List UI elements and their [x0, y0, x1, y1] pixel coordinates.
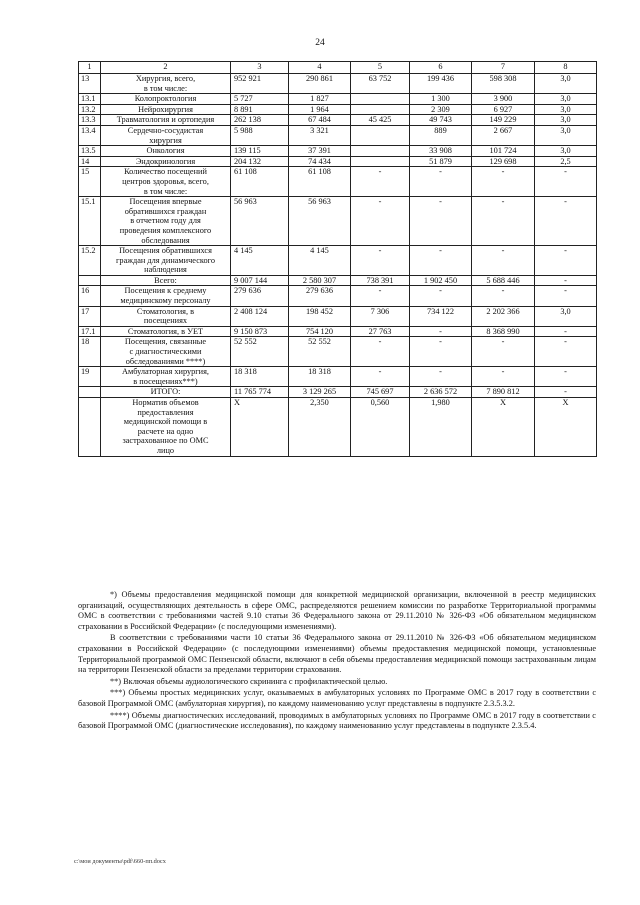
value-cell: 3 321 [289, 125, 351, 145]
row-number: 18 [79, 337, 101, 367]
value-cell: 149 229 [472, 115, 535, 126]
row-name: Колопроктология [101, 94, 231, 105]
value-cell: - [410, 246, 472, 276]
value-cell: 18 318 [289, 367, 351, 387]
value-cell: 279 636 [289, 286, 351, 306]
value-cell: 1,980 [410, 398, 472, 457]
value-cell: 139 115 [231, 146, 289, 157]
value-cell: 8 891 [231, 104, 289, 115]
value-cell: - [351, 367, 410, 387]
value-cell: - [410, 326, 472, 337]
table-header-row [79, 62, 597, 74]
row-name: Эндокринология [101, 156, 231, 167]
footnote: В соответствии с требованиями части 10 статьи 36 Федерального закона от 29.11.2010 № 326-ФЗ «Об обязательном медицинском страховании в Российской Федерации» (с последующими изменениями) объемы предоставления медицинской помощи, установленные Территориальной программой ОМС Пензенской области, включают в себя объемы предоставления медицинской помощи застрахованным лицам на территории Пензенской области за пределами территории страхования. [78, 633, 596, 675]
value-cell [351, 104, 410, 115]
value-cell: X [231, 398, 289, 457]
value-cell: 101 724 [472, 146, 535, 157]
row-name: Хирургия, всего, в том числе: [101, 74, 231, 94]
value-cell: 1 827 [289, 94, 351, 105]
value-cell: 2 667 [472, 125, 535, 145]
value-cell: 204 132 [231, 156, 289, 167]
value-cell: 74 434 [289, 156, 351, 167]
column-header: 5 [351, 62, 410, 74]
value-cell: 52 552 [289, 337, 351, 367]
value-cell: 889 [410, 125, 472, 145]
value-cell: 7 890 812 [472, 387, 535, 398]
row-number: 13.1 [79, 94, 101, 105]
footnotes [78, 590, 596, 733]
row-name: Онкология [101, 146, 231, 157]
value-cell: 1 300 [410, 94, 472, 105]
value-cell [351, 125, 410, 145]
value-cell: 4 145 [289, 246, 351, 276]
table-row [79, 125, 597, 145]
row-number [79, 387, 101, 398]
row-number: 13.3 [79, 115, 101, 126]
column-header: 7 [472, 62, 535, 74]
value-cell: - [472, 337, 535, 367]
value-cell: 952 921 [231, 74, 289, 94]
value-cell: 1 964 [289, 104, 351, 115]
row-name: Посещения обратившихся граждан для динамического наблюдения [101, 246, 231, 276]
table-row [79, 197, 597, 246]
value-cell: 598 308 [472, 74, 535, 94]
value-cell: 738 391 [351, 275, 410, 286]
value-cell: - [472, 367, 535, 387]
row-number: 17 [79, 306, 101, 326]
table-row [79, 156, 597, 167]
value-cell: 7 306 [351, 306, 410, 326]
value-cell: 3 900 [472, 94, 535, 105]
value-cell: 745 697 [351, 387, 410, 398]
row-number: 14 [79, 156, 101, 167]
value-cell: 2,350 [289, 398, 351, 457]
value-cell: 129 698 [472, 156, 535, 167]
value-cell: 37 391 [289, 146, 351, 157]
value-cell: 2 309 [410, 104, 472, 115]
table-row [79, 387, 597, 398]
footnote: ****) Объемы диагностических исследований, проводимых в амбулаторных условиях по Программе ОМС в 2017 году в соответствии с базовой Программой ОМС (диагностические исследования), по каждому наименованию услуг представлены в подпункте 2.3.5.4. [78, 710, 596, 731]
row-name: Сердечно-сосудистая хирургия [101, 125, 231, 145]
row-number [79, 398, 101, 457]
table-row [79, 74, 597, 94]
value-cell: 3,0 [535, 115, 597, 126]
value-cell: 67 484 [289, 115, 351, 126]
column-header: 2 [101, 62, 231, 74]
row-name: Травматология и ортопедия [101, 115, 231, 126]
value-cell: 61 108 [231, 167, 289, 197]
value-cell: 8 368 990 [472, 326, 535, 337]
value-cell: - [472, 197, 535, 246]
table-row [79, 246, 597, 276]
value-cell: - [410, 197, 472, 246]
value-cell: - [472, 246, 535, 276]
table-row [79, 398, 597, 457]
value-cell: - [351, 167, 410, 197]
row-name: Стоматология, в посещениях [101, 306, 231, 326]
value-cell: - [472, 286, 535, 306]
value-cell: 734 122 [410, 306, 472, 326]
value-cell: 1 902 450 [410, 275, 472, 286]
row-number: 16 [79, 286, 101, 306]
row-number: 15 [79, 167, 101, 197]
value-cell: 27 763 [351, 326, 410, 337]
value-cell: 5 988 [231, 125, 289, 145]
value-cell: 5 727 [231, 94, 289, 105]
value-cell: - [535, 286, 597, 306]
column-header: 3 [231, 62, 289, 74]
row-name: Посещения впервые обратившихся граждан в отчетном году для проведения комплексного обследования [101, 197, 231, 246]
row-name: Посещения к среднему медицинскому персоналу [101, 286, 231, 306]
value-cell: - [535, 275, 597, 286]
value-cell: 2 636 572 [410, 387, 472, 398]
table-row [79, 275, 597, 286]
value-cell: - [351, 337, 410, 367]
value-cell: - [535, 337, 597, 367]
value-cell: 63 752 [351, 74, 410, 94]
column-header: 6 [410, 62, 472, 74]
value-cell: X [535, 398, 597, 457]
value-cell: - [535, 367, 597, 387]
value-cell: - [351, 197, 410, 246]
value-cell: 2 408 124 [231, 306, 289, 326]
value-cell: 56 963 [231, 197, 289, 246]
column-header: 4 [289, 62, 351, 74]
value-cell: 56 963 [289, 197, 351, 246]
value-cell: 2,5 [535, 156, 597, 167]
table-row [79, 326, 597, 337]
value-cell: 3,0 [535, 146, 597, 157]
footnote: *) Объемы предоставления медицинской помощи для конкретной медицинской организации, включенной в реестр медицинских организаций, осуществляющих деятельность в сфере ОМС, распределяются решением комиссии по разработке Территориальной программы ОМС в соответствии с требованиями частей 9.10 статьи 36 Федерального закона от 29.11.2010 № 326-ФЗ «Об обязательном медицинском страховании в Российской Федерации» (с последующими изменениями). [78, 590, 596, 631]
value-cell: 0,560 [351, 398, 410, 457]
value-cell: - [351, 286, 410, 306]
table-row [79, 146, 597, 157]
table-row [79, 167, 597, 197]
value-cell: - [472, 167, 535, 197]
table-row [79, 104, 597, 115]
value-cell: - [410, 337, 472, 367]
row-number: 13.2 [79, 104, 101, 115]
value-cell: - [535, 197, 597, 246]
file-path-footer: c:\мои документы\pdf\660-пп.docx [74, 858, 166, 865]
table-row [79, 306, 597, 326]
table-row [79, 337, 597, 367]
value-cell: 61 108 [289, 167, 351, 197]
value-cell: 3,0 [535, 74, 597, 94]
column-header: 8 [535, 62, 597, 74]
value-cell: 199 436 [410, 74, 472, 94]
row-number: 19 [79, 367, 101, 387]
value-cell: - [410, 167, 472, 197]
column-header: 1 [79, 62, 101, 74]
page-number: 24 [315, 38, 325, 48]
value-cell: 262 138 [231, 115, 289, 126]
volumes-table [78, 61, 597, 457]
value-cell: 33 908 [410, 146, 472, 157]
row-number [79, 275, 101, 286]
value-cell: 18 318 [231, 367, 289, 387]
row-name: Стоматология, в УЕТ [101, 326, 231, 337]
value-cell: X [472, 398, 535, 457]
value-cell: 279 636 [231, 286, 289, 306]
value-cell [351, 146, 410, 157]
value-cell: 11 765 774 [231, 387, 289, 398]
value-cell: 45 425 [351, 115, 410, 126]
value-cell: - [351, 246, 410, 276]
value-cell: - [410, 286, 472, 306]
table-row [79, 94, 597, 105]
value-cell: 3,0 [535, 104, 597, 115]
value-cell: 49 743 [410, 115, 472, 126]
value-cell: 754 120 [289, 326, 351, 337]
row-name: Норматив объемов предоставления медицинской помощи в расчете на одно застрахованное по ОМС лицо [101, 398, 231, 457]
value-cell [351, 156, 410, 167]
row-number: 13 [79, 74, 101, 94]
row-number: 15.2 [79, 246, 101, 276]
table-row [79, 286, 597, 306]
table-row [79, 367, 597, 387]
value-cell: - [535, 387, 597, 398]
value-cell: 290 861 [289, 74, 351, 94]
row-number: 13.5 [79, 146, 101, 157]
footnote: **) Включая объемы аудиологического скрининга с профилактической целью. [110, 676, 388, 686]
value-cell: 2 580 307 [289, 275, 351, 286]
value-cell: 2 202 366 [472, 306, 535, 326]
row-name: ИТОГО: [101, 387, 231, 398]
value-cell: 3 129 265 [289, 387, 351, 398]
value-cell: 3,0 [535, 94, 597, 105]
value-cell [351, 94, 410, 105]
value-cell: - [535, 167, 597, 197]
value-cell: 6 927 [472, 104, 535, 115]
row-name: Амбулаторная хирургия, в посещениях***) [101, 367, 231, 387]
row-name: Нейрохирургия [101, 104, 231, 115]
row-number: 15.1 [79, 197, 101, 246]
row-number: 13.4 [79, 125, 101, 145]
value-cell: 5 688 446 [472, 275, 535, 286]
value-cell: - [410, 367, 472, 387]
value-cell: - [535, 246, 597, 276]
value-cell: 9 007 144 [231, 275, 289, 286]
value-cell: - [535, 326, 597, 337]
value-cell: 3,0 [535, 125, 597, 145]
value-cell: 9 150 873 [231, 326, 289, 337]
value-cell: 3,0 [535, 306, 597, 326]
row-name: Количество посещений центров здоровья, всего, в том числе: [101, 167, 231, 197]
row-name: Всего: [101, 275, 231, 286]
value-cell: 51 879 [410, 156, 472, 167]
row-name: Посещения, связанные с диагностическими обследованиями ****) [101, 337, 231, 367]
row-number: 17.1 [79, 326, 101, 337]
table-row [79, 115, 597, 126]
value-cell: 4 145 [231, 246, 289, 276]
value-cell: 198 452 [289, 306, 351, 326]
value-cell: 52 552 [231, 337, 289, 367]
footnote: ***) Объемы простых медицинских услуг, оказываемых в амбулаторных условиях по Программе ОМС в 2017 году в соответствии с базовой Программой ОМС (амбулаторная хирургия), по каждому наименованию услуг представлены в подпункте 2.3.5.3.2. [78, 688, 596, 708]
